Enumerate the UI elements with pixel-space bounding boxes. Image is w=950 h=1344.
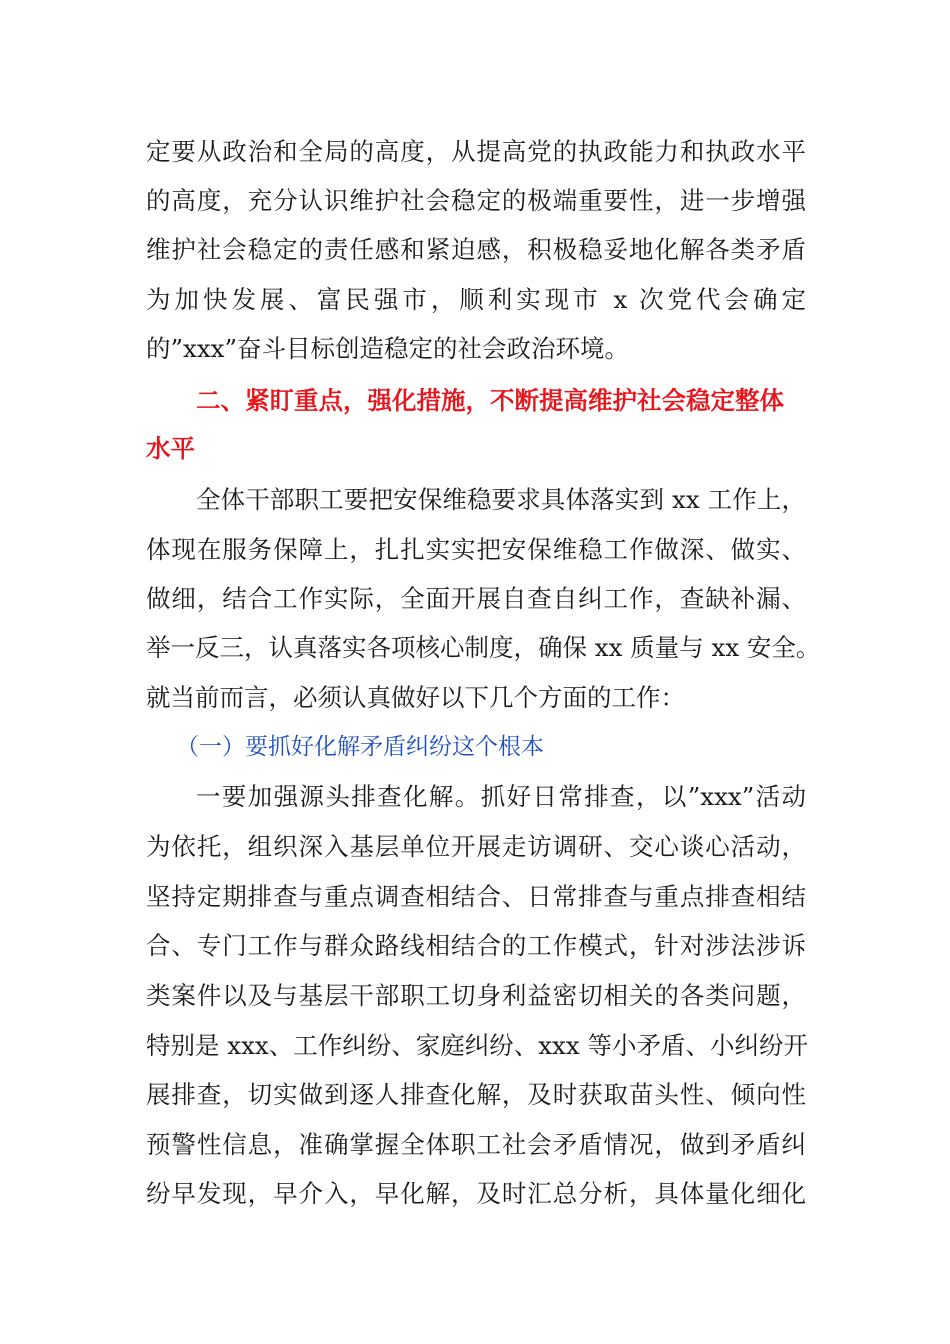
- paragraph-1-line-1: 定要从政治和全局的高度，从提高党的执政能力和执政水平: [146, 137, 806, 166]
- section-2-heading-line-2: 水平: [146, 434, 195, 463]
- paragraph-1-line-5: 的”xxx”奋斗目标创造稳定的社会政治环境。: [146, 334, 629, 363]
- paragraph-3-line-1: 一要加强源头排查化解。抓好日常排查，以”xxx”活动: [196, 782, 806, 811]
- paragraph-3-line-8: 预警性信息，准确掌握全体职工社会矛盾情况，做到矛盾纠: [146, 1130, 806, 1159]
- paragraph-3-line-6: 特别是 xxx、工作纠纷、家庭纠纷、xxx 等小矛盾、小纠纷开: [146, 1031, 808, 1060]
- paragraph-2-line-4: 举一反三，认真落实各项核心制度，确保 xx 质量与 xx 安全。: [146, 633, 821, 662]
- section-2-heading-line-1: 二、紧盯重点，强化措施，不断提高维护社会稳定整体: [196, 386, 784, 415]
- paragraph-3-line-3: 坚持定期排查与重点调查相结合、日常排查与重点排查相结: [146, 882, 806, 911]
- paragraph-3-line-7: 展排查，切实做到逐人排查化解，及时获取苗头性、倾向性: [146, 1080, 806, 1109]
- subsection-1-heading: （一）要抓好化解矛盾纠纷这个根本: [176, 734, 544, 760]
- paragraph-2-line-2: 体现在服务保障上，扎扎实实把安保维稳工作做深、做实、: [146, 535, 806, 564]
- paragraph-3-line-4: 合、专门工作与群众路线相结合的工作模式，针对涉法涉诉: [146, 931, 806, 960]
- paragraph-1-line-3: 维护社会稳定的责任感和紧迫感，积极稳妥地化解各类矛盾: [146, 235, 806, 264]
- paragraph-2-line-5: 就当前而言，必须认真做好以下几个方面的工作：: [146, 683, 685, 712]
- paragraph-1-line-4: 为加快发展、富民强市，顺利实现市 x 次党代会确定: [146, 285, 806, 314]
- paragraph-3-line-9: 纷早发现，早介入，早化解，及时汇总分析，具体量化细化: [146, 1179, 806, 1208]
- paragraph-2-line-1: 全体干部职工要把安保维稳要求具体落实到 xx 工作上，: [196, 485, 806, 514]
- paragraph-1-line-2: 的高度，充分认识维护社会稳定的极端重要性，进一步增强: [146, 186, 806, 215]
- paragraph-3-line-2: 为依托，组织深入基层单位开展走访调研、交心谈心活动，: [146, 832, 806, 861]
- paragraph-3-line-5: 类案件以及与基层干部职工切身利益密切相关的各类问题，: [146, 981, 806, 1010]
- paragraph-2-line-3: 做细，结合工作实际，全面开展自查自纠工作，查缺补漏、: [146, 584, 806, 613]
